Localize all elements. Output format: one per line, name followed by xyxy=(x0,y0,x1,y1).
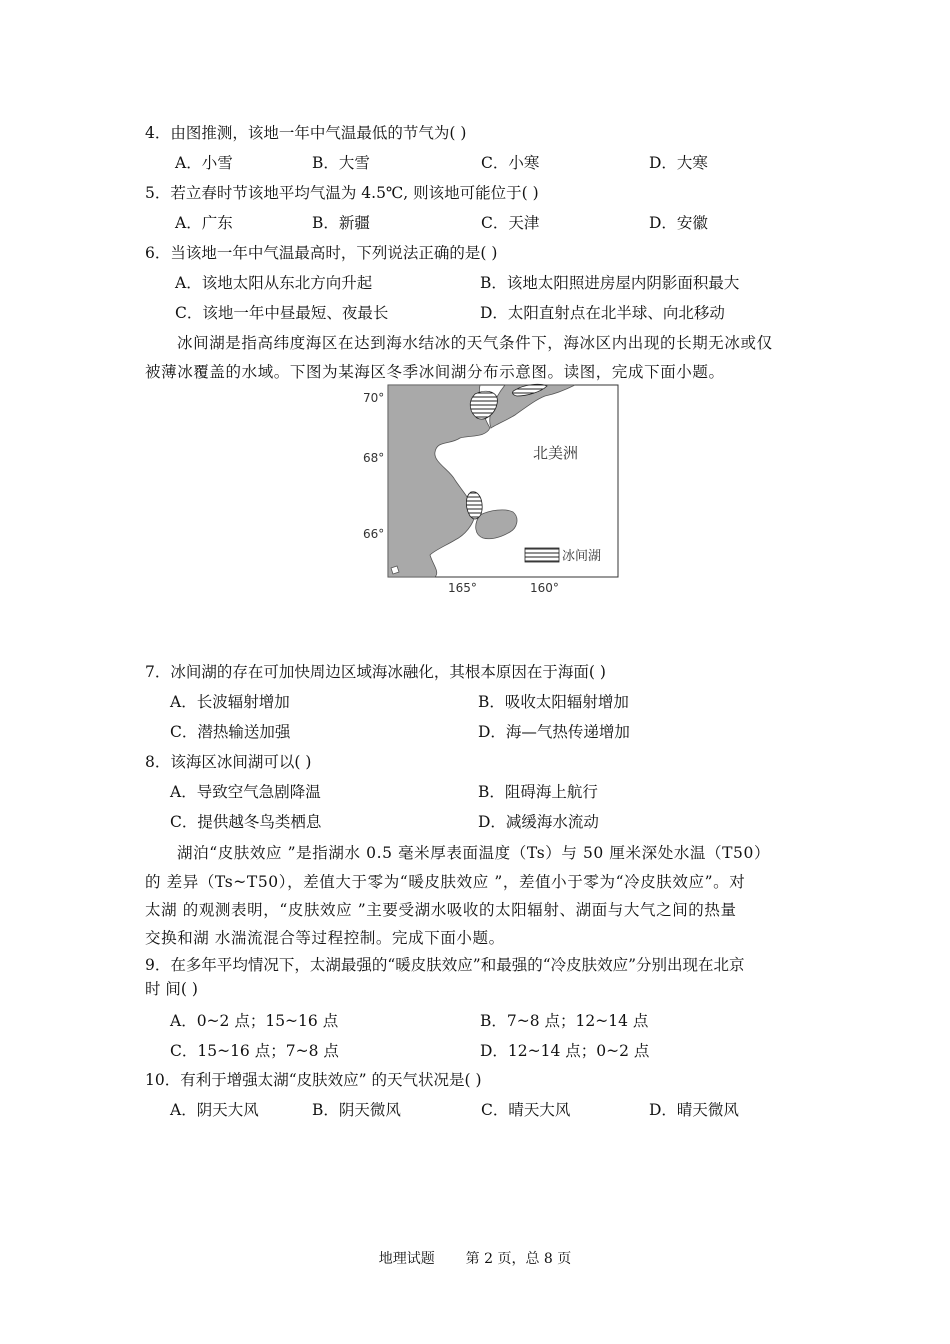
q5-option-d[interactable]: D．安徽 xyxy=(649,214,708,232)
intro2-line4: 交换和湖 水湍流混合等过程控制。完成下面小题。 xyxy=(145,929,505,947)
continent-label: 北美洲 xyxy=(533,444,579,462)
q8-option-a[interactable]: A．导致空气急剧降温 xyxy=(170,783,321,801)
polynya-map xyxy=(355,380,625,600)
q5-option-a[interactable]: A．广东 xyxy=(175,214,233,232)
q4-stem: 4．由图推测，该地一年中气温最低的节气为( ) xyxy=(145,124,467,142)
q7-option-c[interactable]: C．潜热输送加强 xyxy=(170,723,291,741)
q8-option-b[interactable]: B．阻碍海上航行 xyxy=(478,783,598,801)
legend-label: 冰间湖 xyxy=(562,549,602,564)
q10-stem: 10．有利于增强太湖“皮肤效应” 的天气状况是( ) xyxy=(145,1071,482,1089)
q5-stem: 5．若立春时节该地平均气温为 4.5℃, 则该地可能位于( ) xyxy=(145,184,539,202)
q7-stem: 7．冰间湖的存在可加快周边区域海冰融化，其根本原因在于海面( ) xyxy=(145,663,606,681)
lon-label-165: 165° xyxy=(448,581,477,595)
q6-option-d[interactable]: D．太阳直射点在北半球、向北移动 xyxy=(480,304,725,322)
lat-label-68: 68° xyxy=(363,451,385,465)
q9-option-a[interactable]: A．0~2 点；15~16 点 xyxy=(170,1012,339,1030)
q6-stem: 6．当该地一年中气温最高时，下列说法正确的是( ) xyxy=(145,244,498,262)
footer-subject: 地理试题 xyxy=(378,1251,435,1267)
lat-label-66: 66° xyxy=(363,527,385,541)
q10-option-b[interactable]: B．阴天微风 xyxy=(312,1101,401,1119)
q6-option-a[interactable]: A．该地太阳从东北方向升起 xyxy=(175,274,373,292)
q6-option-b[interactable]: B．该地太阳照进房屋内阴影面积最大 xyxy=(480,274,740,292)
lat-label-70: 70° xyxy=(363,391,385,405)
intro1-line1: 冰间湖是指高纬度海区在达到海水结冰的天气条件下，海冰区内出现的长期无冰或仅 xyxy=(177,334,773,352)
q9-option-b[interactable]: B．7~8 点；12~14 点 xyxy=(480,1012,649,1030)
q4-option-c[interactable]: C．小寒 xyxy=(481,154,540,172)
q9-option-d[interactable]: D．12~14 点；0~2 点 xyxy=(480,1042,650,1060)
q4-option-d[interactable]: D．大寒 xyxy=(649,154,708,172)
page-footer xyxy=(0,1248,950,1268)
q5-option-b[interactable]: B．新疆 xyxy=(312,214,370,232)
q9-option-c[interactable]: C．15~16 点；7~8 点 xyxy=(170,1042,339,1060)
q6-option-c[interactable]: C．该地一年中昼最短、夜最长 xyxy=(175,304,389,322)
q8-option-d[interactable]: D．减缓海水流动 xyxy=(478,813,599,831)
q7-option-b[interactable]: B．吸收太阳辐射增加 xyxy=(478,693,629,711)
intro1-line2: 被薄冰覆盖的水域。下图为某海区冬季冰间湖分布示意图。读图，完成下面小题。 xyxy=(145,363,725,381)
q5-option-c[interactable]: C．天津 xyxy=(481,214,540,232)
q8-stem: 8．该海区冰间湖可以( ) xyxy=(145,753,312,771)
q7-option-d[interactable]: D．海—气热传递增加 xyxy=(478,723,630,741)
legend-swatch xyxy=(525,548,559,562)
q10-option-a[interactable]: A．阴天大风 xyxy=(170,1101,259,1119)
q10-option-c[interactable]: C．晴天大风 xyxy=(481,1101,571,1119)
q10-option-d[interactable]: D．晴天微风 xyxy=(649,1101,739,1119)
intro2-line2: 的 差异（Ts~T50），差值大于零为“暖皮肤效应 ”，差值小于零为“冷皮肤效应”。对 xyxy=(145,873,746,891)
q4-option-a[interactable]: A．小雪 xyxy=(175,154,233,172)
intro2-line1: 湖泊“皮肤效应 ”是指湖水 0.5 毫米厚表面温度（Ts）与 50 厘米深处水温（T50） xyxy=(177,844,771,862)
q7-option-a[interactable]: A．长波辐射增加 xyxy=(170,693,290,711)
footer-page-number: 第 2 页，总 8 页 xyxy=(465,1251,572,1267)
q4-option-b[interactable]: B．大雪 xyxy=(312,154,370,172)
q9-stem-line2: 时 间( ) xyxy=(145,980,198,998)
lon-label-160: 160° xyxy=(530,581,559,595)
map-island xyxy=(391,566,399,574)
q8-option-c[interactable]: C．提供越冬鸟类栖息 xyxy=(170,813,322,831)
q9-stem-line1: 9．在多年平均情况下，太湖最强的“暖皮肤效应”和最强的“冷皮肤效应”分别出现在北京 xyxy=(145,956,745,974)
intro2-line3: 太湖 的观测表明，“皮肤效应 ”主要受湖水吸收的太阳辐射、湖面与大气之间的热量 xyxy=(145,901,737,919)
